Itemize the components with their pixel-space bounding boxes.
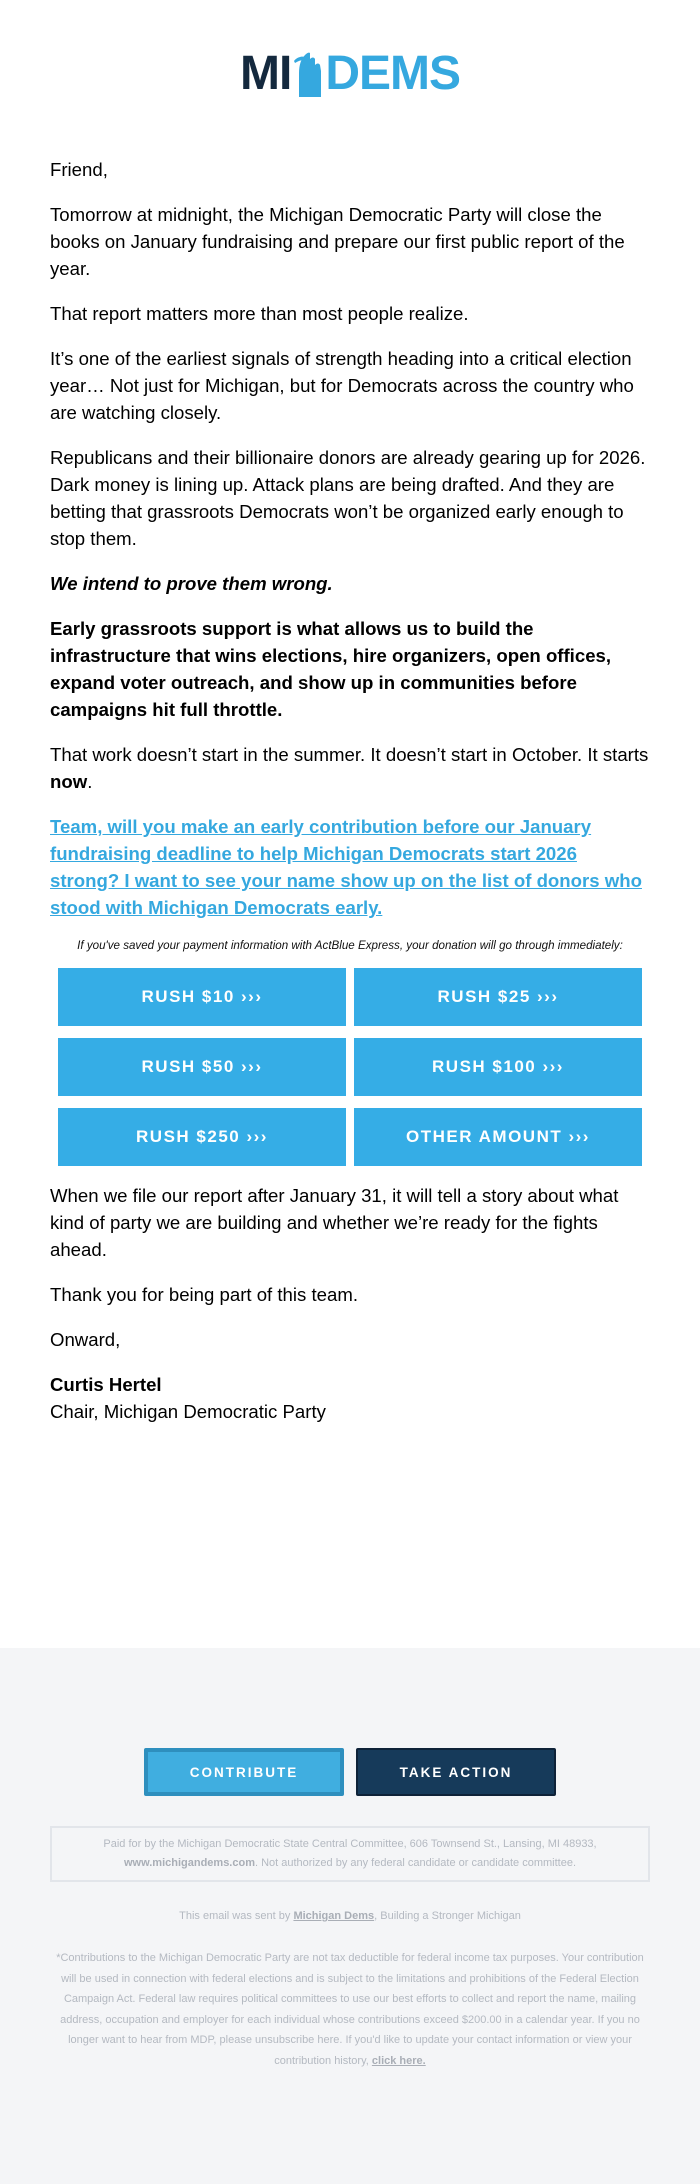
signer-title: Chair, Michigan Democratic Party (50, 1401, 326, 1422)
letter-body (50, 156, 650, 1425)
sent-by-end: , Building a Stronger Michigan (374, 1910, 521, 1922)
paragraph-1: Tomorrow at midnight, the Michigan Democratic Party will close the books on January fundraising and prepare our first public report of the year. (50, 204, 625, 279)
paragraph-4: Republicans and their billionaire donors are already gearing up for 2026. Dark money is lining up. Attack plans are being drafted. And they are betting that grassroots Democrats won’t be organized early enough to stop them. (50, 447, 646, 549)
contribute-button[interactable]: CONTRIBUTE (144, 1748, 344, 1796)
paid-for-end: . Not authorized by any federal candidate or candidate committee. (254, 1857, 577, 1869)
footer-buttons (0, 1748, 700, 1796)
paragraph-7 (50, 741, 650, 795)
paragraph-3: It’s one of the earliest signals of strength heading into a critical election year… Not just for Michigan, but for Democrats across the country who are watching closely. (50, 348, 634, 423)
sent-by-start: This email was sent by (179, 1910, 294, 1922)
paid-for-text (103, 1835, 596, 1873)
paragraph-7-now: now (50, 771, 88, 792)
sent-by-line (0, 1910, 700, 1922)
legal-fineprint (55, 1948, 645, 2071)
fineprint-text: *Contributions to the Michigan Democratic Party are not tax deductible for federal income tax purposes. Your contribution will be used in connection with federal elections and is subject to the limitations and prohibitions of the Federal Election Campaign Act. Federal law requires political committees to use our best efforts to collect and report the name, mailing address, occupation and employer for each individual whose contributions exceed $200.00 in a calendar year. If you no longer want to hear from MDP, please unsubscribe here. If you'd like to update your contact information or view your contribution history, (56, 1952, 644, 2067)
update-contact-link[interactable]: click here. (371, 2054, 426, 2067)
michigan-dems-link[interactable]: Michigan Dems (293, 1910, 375, 1922)
donate-250-button[interactable]: RUSH $250 ››› (58, 1108, 346, 1166)
signature (50, 1371, 650, 1425)
email-footer (0, 1648, 700, 2184)
donate-cta-link[interactable]: Team, will you make an early contribution before our January fundraising deadline to help Michigan Democrats start 2026 strong? I want to see your name show up on the list of donors who stood with Michigan Democrats early. (50, 816, 642, 918)
donation-button-grid (58, 968, 642, 1166)
take-action-button[interactable]: TAKE ACTION (356, 1748, 556, 1796)
paid-for-url[interactable]: www.michigandems.com (123, 1857, 255, 1869)
actblue-express-note: If you've saved your payment information with ActBlue Express, your donation will go through immediately: (77, 939, 623, 952)
paragraph-8: When we file our report after January 31, it will tell a story about what kind of party we are building and whether we’re ready for the fights ahead. (50, 1185, 619, 1260)
closing: Onward, (50, 1329, 121, 1350)
paragraph-9: Thank you for being part of this team. (50, 1284, 358, 1305)
signer-name: Curtis Hertel (50, 1374, 162, 1395)
paragraph-7-end: . (87, 771, 93, 792)
paragraph-2: That report matters more than most people realize. (50, 303, 469, 324)
logo-dems-text: DEMS (325, 47, 460, 100)
paid-for-disclaimer (50, 1826, 650, 1882)
donate-10-button[interactable]: RUSH $10 ››› (58, 968, 346, 1026)
greeting: Friend, (50, 159, 108, 180)
logo-mi-text: MI (239, 47, 292, 100)
paid-for-start: Paid for by the Michigan Democratic State Central Committee, 606 Townsend St., Lansing, MI 48933, (103, 1838, 597, 1850)
donate-100-button[interactable]: RUSH $100 ››› (354, 1038, 642, 1096)
logo-wordmark (240, 48, 460, 100)
mi-dems-logo[interactable] (0, 48, 700, 100)
paragraph-6-bold: Early grassroots support is what allows us to build the infrastructure that wins elections, hire organizers, open offices, expand voter outreach, and show up in communities before campaigns hit full throttle. (50, 618, 612, 720)
paragraph-5-emphasis: We intend to prove them wrong. (50, 573, 333, 594)
donate-50-button[interactable]: RUSH $50 ››› (58, 1038, 346, 1096)
donate-25-button[interactable]: RUSH $25 ››› (354, 968, 642, 1026)
michigan-mitten-icon (293, 51, 323, 97)
paragraph-7-text: That work doesn’t start in the summer. It doesn’t start in October. It starts (50, 744, 649, 765)
donate-other-amount-button[interactable]: OTHER AMOUNT ››› (354, 1108, 642, 1166)
